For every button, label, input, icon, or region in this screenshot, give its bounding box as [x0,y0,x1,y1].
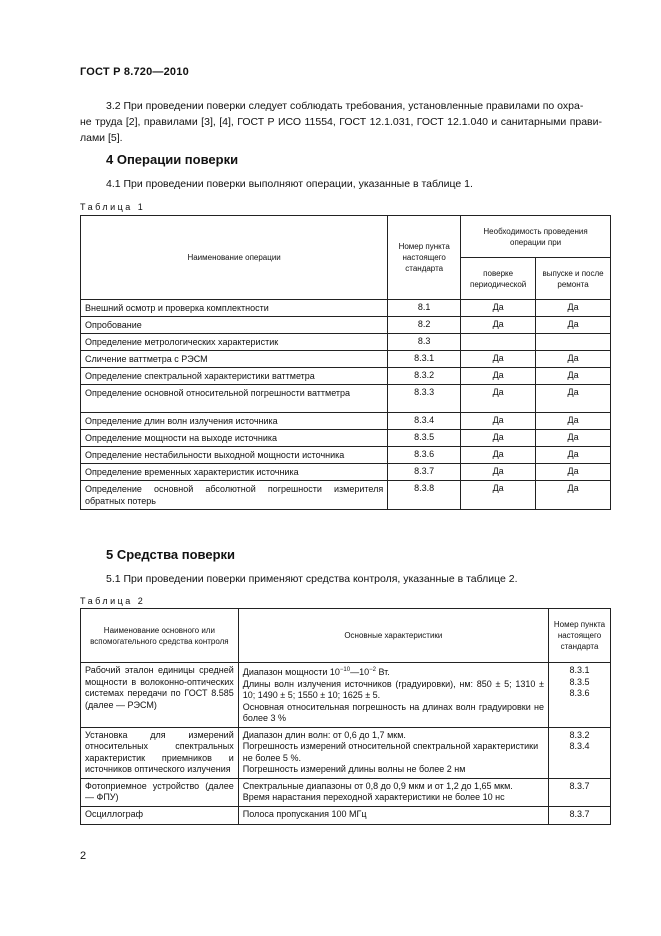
table-row [81,727,611,778]
row-release: Да [536,317,611,334]
table2-header-name: Наименование основного или вспомогательного средства контроля [81,609,239,663]
row-periodic: Да [461,385,536,413]
row-name: Фотоприемное устройство (далее — ФПУ) [81,778,239,806]
section-4-title: 4 Операции поверки [106,152,239,167]
row-release: Да [536,351,611,368]
row-release: Да [536,385,611,413]
row-number: 8.3.7 [549,806,611,824]
section-5-title: 5 Средства поверки [106,547,236,562]
table-row [81,481,611,510]
row-name: Определение нестабильности выходной мощности источника [81,447,388,464]
row-characteristics: Полоса пропускания 100 МГц [238,806,548,824]
row-periodic: Да [461,368,536,385]
page-number: 2 [80,850,87,862]
superscript: −10 [339,667,351,673]
table2-caption: Таблица 2 [80,596,146,606]
row-name: Определение длин волн излучения источника [81,413,388,430]
table-row [81,447,611,464]
table1-header-release: выпуске и после ремонта [536,258,611,300]
table1-caption: Таблица 1 [80,202,146,212]
table-row [81,300,611,317]
row-release [536,334,611,351]
row-periodic: Да [461,300,536,317]
paragraph-3-2-line1: 3.2 При проведении поверки следует соблюдать требования, установленные правилами по охра- [106,100,584,112]
row-characteristics [238,663,548,728]
characteristic-line: Длины волн излучения источников (градуировки), нм: 850 ± 5; 1310 ± 10; 1490 ± 5; 1550 ± 10; 1625 ± 5. [242,678,544,700]
text: —10 [350,667,370,677]
row-release: Да [536,368,611,385]
row-release: Да [536,464,611,481]
table-row [81,430,611,447]
row-release: Да [536,413,611,430]
characteristic-line [243,665,544,679]
table2-header-characteristics: Основные характеристики [238,609,548,663]
table-row [81,806,611,824]
row-name: Рабочий эталон единицы средней мощности в волоконно-оптических системах передачи по ГОСТ 8.585 (далее — РЭСМ) [81,663,239,728]
characteristic-line: Время нарастания переходной характеристики не более 10 нс [242,792,505,802]
row-periodic [461,334,536,351]
characteristic-line: Погрешность измерений относительной спектральной характеристики не более 5 %. [242,741,539,763]
row-number: 8.3.3 [388,385,461,413]
row-number: 8.1 [388,300,461,317]
characteristic-line: Диапазон длин волн: от 0,6 до 1,7 мкм. [242,729,406,740]
row-number: 8.3.7 [549,778,611,806]
row-release: Да [536,430,611,447]
row-periodic: Да [461,481,536,510]
table1-header-necessity: Необходимость проведения операции при [461,216,611,258]
characteristic-line: Основная относительная погрешность на длинах волн градуировки не более 3 % [242,701,544,723]
row-number: 8.3.2 [388,368,461,385]
table1-header-periodic: поверке периодической [461,258,536,300]
characteristic-line: Погрешность измерений длины волны не более 2 нм [242,764,466,774]
row-number: 8.3.8 [388,481,461,510]
row-periodic: Да [461,317,536,334]
row-characteristics [238,778,548,806]
row-number: 8.3.1 [388,351,461,368]
row-periodic: Да [461,464,536,481]
row-name: Внешний осмотр и проверка комплектности [81,300,388,317]
paragraph-4-1: 4.1 При проведении поверки выполняют операции, указанные в таблице 1. [106,178,473,190]
superscript: −2 [369,667,376,673]
text: Вт. [375,667,390,677]
paragraph-3-2-line2: не труда [2], правилами [3], [4], ГОСТ Р ИСО 11554, ГОСТ 12.1.031, ГОСТ 12.1.040 и санитарными прави- [80,116,602,128]
number: 8.3.2 [569,729,590,740]
table1-header-number: Номер пункта настоящего стандарта [388,216,461,300]
characteristic-line: Спектральные диапазоны от 0,8 до 0,9 мкм и от 1,2 до 1,65 мкм. [242,780,513,791]
table-2 [80,608,611,825]
row-name: Сличение ваттметра с РЭСМ [81,351,388,368]
table-row [81,778,611,806]
number: 8.3.6 [569,688,590,698]
row-number [549,663,611,728]
row-name: Осциллограф [81,806,239,824]
row-name: Опробование [81,317,388,334]
row-name: Определение спектральной характеристики ваттметра [81,368,388,385]
paragraph-3-2 [80,98,602,146]
table-row [81,663,611,728]
document-header: ГОСТ Р 8.720—2010 [80,66,189,78]
row-number: 8.3 [388,334,461,351]
number: 8.3.5 [569,676,590,687]
number: 8.3.1 [569,665,590,675]
number: 8.3.4 [569,741,590,751]
row-number: 8.2 [388,317,461,334]
row-number [549,727,611,778]
paragraph-5-1: 5.1 При проведении поверки применяют средства контроля, указанные в таблице 2. [106,573,518,585]
table-row [81,368,611,385]
row-name: Установка для измерений относительных спектральных характеристик приемников и источников оптического излучения [81,727,239,778]
table-row [81,464,611,481]
row-release: Да [536,447,611,464]
table-row [81,351,611,368]
row-number: 8.3.7 [388,464,461,481]
row-characteristics [238,727,548,778]
row-name: Определение мощности на выходе источника [81,430,388,447]
row-release: Да [536,300,611,317]
row-periodic: Да [461,430,536,447]
row-periodic: Да [461,447,536,464]
table-1 [80,215,611,510]
row-number: 8.3.4 [388,413,461,430]
row-periodic: Да [461,351,536,368]
row-number: 8.3.5 [388,430,461,447]
text: Диапазон мощности 10 [242,667,340,677]
table-row [81,334,611,351]
row-name: Определение основной относительной погрешности ваттметра [81,385,388,413]
table-row [81,317,611,334]
table-row [81,413,611,430]
row-number: 8.3.6 [388,447,461,464]
table1-header-name: Наименование операции [81,216,388,300]
row-periodic: Да [461,413,536,430]
row-name: Определение основной абсолютной погрешности измерителя обратных потерь [81,481,388,510]
row-name: Определение временных характеристик источника [81,464,388,481]
row-release: Да [536,481,611,510]
row-name: Определение метрологических характеристик [81,334,388,351]
paragraph-3-2-line3: лами [5]. [80,132,123,144]
table-row [81,385,611,413]
table2-header-number: Номер пункта настоящего стандарта [549,609,611,663]
